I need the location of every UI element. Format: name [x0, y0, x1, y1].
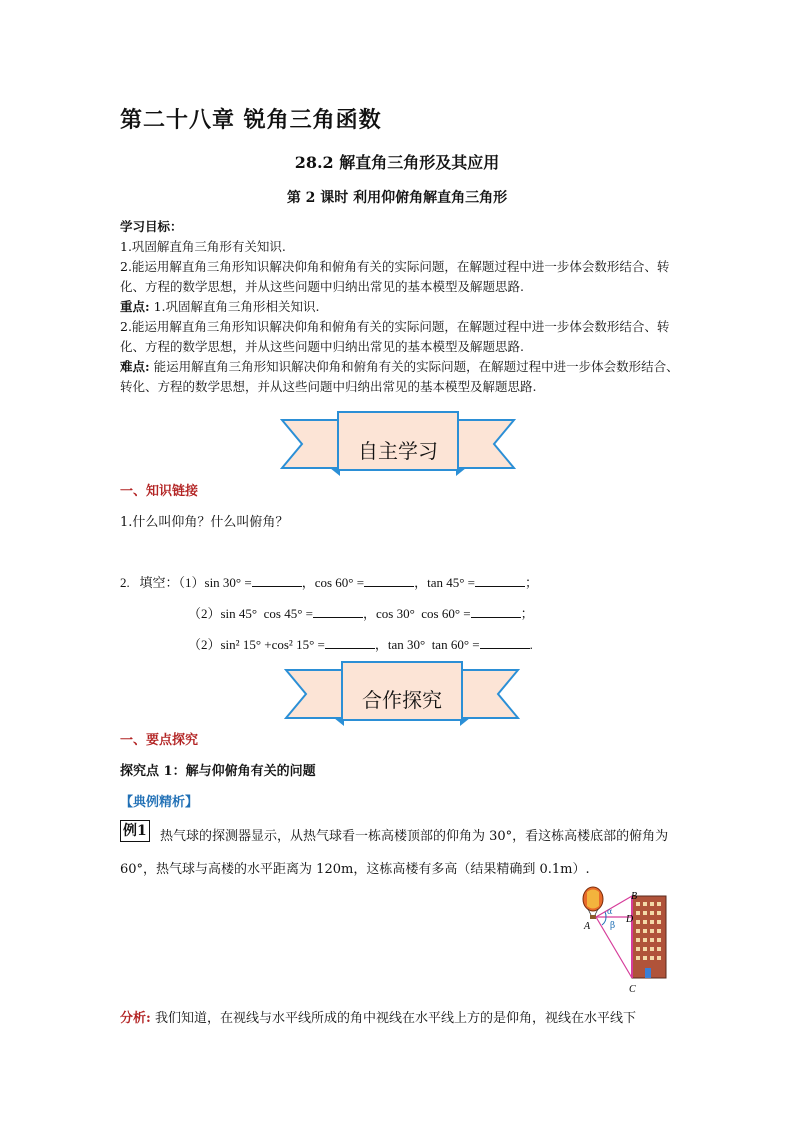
- learning-goals: [120, 217, 680, 397]
- answer-blank[interactable]: [480, 636, 530, 649]
- example-1-badge: 例1: [120, 820, 150, 842]
- banner-self-study: 自主学习: [358, 439, 438, 463]
- difficulty-text: 能运用解直角三角形知识解决仰角和俯角有关的实际问题，在解题过程中进一步体会数形结合、转化、方程的数学思想，并从这些问题中归纳出常见的基本模型及解题思路.: [120, 359, 679, 394]
- question-1: 1.什么叫仰角？什么叫俯角？: [120, 515, 289, 530]
- example-1-text: 热气球的探测器显示，从热气球看一栋高楼顶部的仰角为 30°，看这栋高楼底部的俯角为 60°，热气球与高楼的水平距离为 120m，这栋高楼有多高（结果精确到 0.1m）.: [120, 829, 669, 877]
- key-item: 1.巩固解直角三角形相关知识.: [153, 299, 320, 314]
- lesson-title: 第 2 课时 利用仰俯角解直角三角形: [286, 190, 508, 206]
- chapter-title: 第二十八章 锐角三角函数: [120, 107, 382, 133]
- example-heading: 【典例精析】: [120, 795, 199, 810]
- label-C: C: [629, 984, 636, 995]
- answer-blank[interactable]: [475, 574, 525, 587]
- label-A: A: [584, 921, 591, 932]
- explore-point-title: 探究点 1：解与仰俯角有关的问题: [120, 764, 316, 779]
- fill-row-3: （2）sin² 15° +cos² 15° = ，tan 30° tan 60° = .: [188, 637, 533, 652]
- analysis-label: 分析:: [120, 1011, 151, 1026]
- banner-cooperative-exploration: 合作探究: [362, 688, 442, 712]
- answer-blank[interactable]: [252, 574, 302, 587]
- label-beta: β: [610, 921, 616, 931]
- goals-label: 学习目标：: [120, 219, 183, 234]
- answer-blank[interactable]: [471, 605, 521, 618]
- fill-row-2: （2）sin 45° cos 45° = ，cos 30° cos 60° = ；: [188, 606, 534, 621]
- difficulty-label: 难点:: [120, 359, 150, 374]
- answer-blank[interactable]: [313, 605, 363, 618]
- key-label: 重点:: [120, 299, 150, 314]
- knowledge-link-heading: 一、知识链接: [120, 484, 199, 499]
- label-D: D: [626, 914, 634, 925]
- analysis-paragraph: [120, 1009, 680, 1029]
- analysis-text: 我们知道，在视线与水平线所成的角中视线在水平线上方的是仰角，视线在水平线下: [154, 1011, 636, 1026]
- key-points-heading: 一、要点探究: [120, 733, 199, 748]
- balloon-building-figure: [576, 884, 676, 996]
- label-alpha: α: [607, 907, 613, 916]
- answer-blank[interactable]: [364, 574, 414, 587]
- fill-label: 2. 填空：: [120, 575, 179, 590]
- answer-blank[interactable]: [325, 636, 375, 649]
- key-item: 2.能运用解直角三角形知识解决仰角和俯角有关的实际问题，在解题过程中进一步体会数形结合、转化、方程的数学思想，并从这些问题中归纳出常见的基本模型及解题思路.: [120, 319, 670, 354]
- label-B: B: [631, 891, 638, 902]
- goal-item: 2.能运用解直角三角形知识解决仰角和俯角有关的实际问题，在解题过程中进一步体会数形结合、转化、方程的数学思想，并从这些问题中归纳出常见的基本模型及解题思路.: [120, 259, 670, 294]
- fill-row-1: 2. 填空：（1）sin 30° = ，cos 60° = ，tan 45° = ；: [120, 575, 539, 590]
- section-title: 28.2 解直角三角形及其应用: [294, 153, 500, 172]
- goal-item: 1.巩固解直角三角形有关知识.: [120, 239, 286, 254]
